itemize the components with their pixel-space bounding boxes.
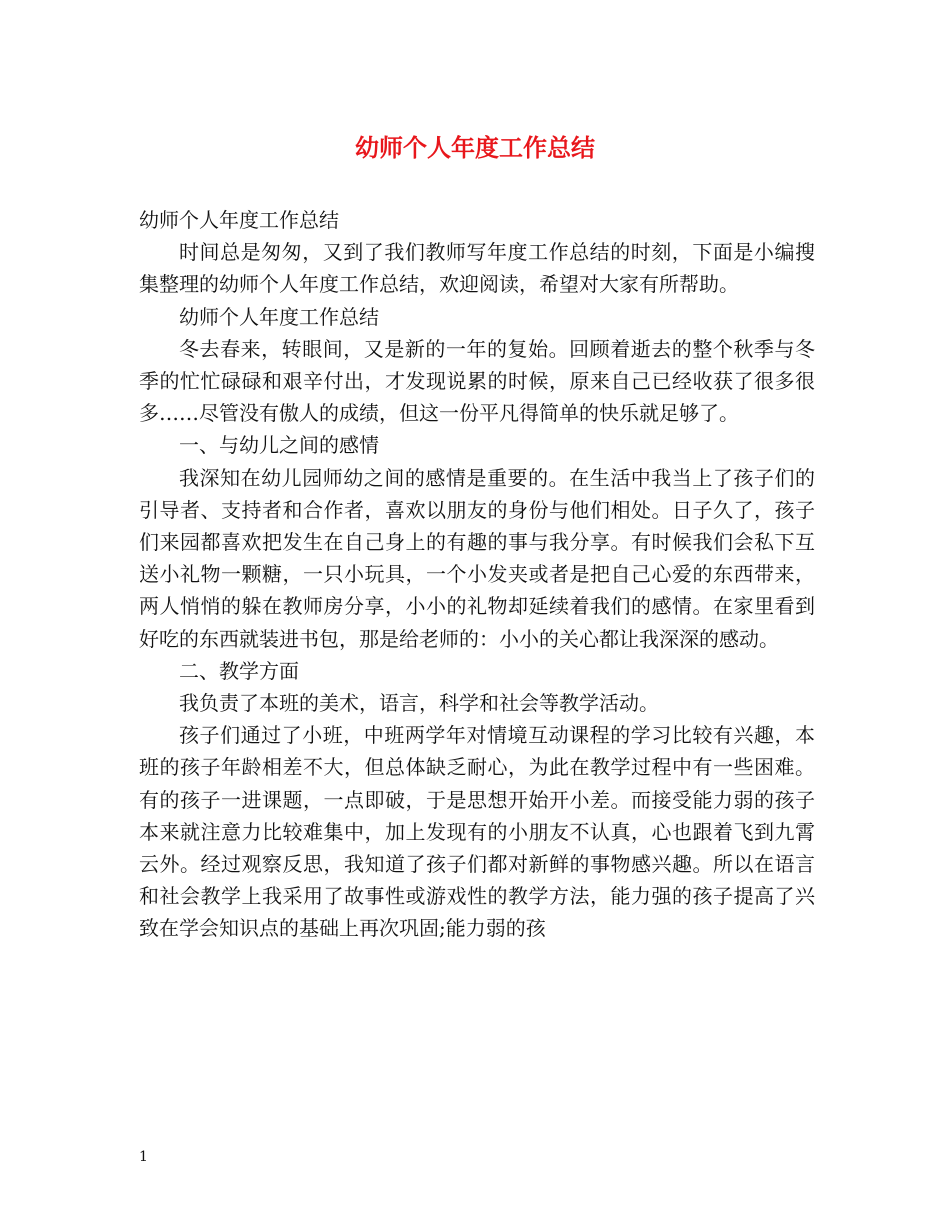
paragraph-intro: 时间总是匆匆，又到了我们教师写年度工作总结的时刻，下面是小编搜集整理的幼师个人年度工作总结，欢迎阅读，希望对大家有所帮助。 [139, 240, 815, 297]
document-title: 幼师个人年度工作总结 [355, 133, 595, 162]
page-number: 1 [139, 1149, 148, 1165]
paragraph-heading: 幼师个人年度工作总结 [139, 208, 339, 232]
section-heading-teaching: 二、教学方面 [179, 658, 299, 683]
document-body [139, 204, 815, 945]
paragraph-relationship: 我深知在幼儿园师幼之间的感情是重要的。在生活中我当上了孩子们的引导者、支持者和合作者，喜欢以朋友的身份与他们相处。日子久了，孩子们来园都喜欢把发生在自己身上的有趣的事与我分享。有时候我们会私下互送小礼物一颗糖，一只小玩具，一个小发夹或者是把自己心爱的东西带来，两人悄悄的躲在教师房分享，小小的礼物却延续着我们的感情。在家里看到好吃的东西就装进书包，那是给老师的：小小的关心都让我深深的感动。 [139, 465, 815, 651]
paragraph-opening: 冬去春来，转眼间，又是新的一年的复始。回顾着逝去的整个秋季与冬季的忙忙碌碌和艰辛付出，才发现说累的时候，原来自己已经收获了很多很多……尽管没有傲人的成绩，但这一份平凡得简单的快乐就足够了。 [139, 336, 815, 426]
paragraph-teaching-duties: 我负责了本班的美术，语言，科学和社会等教学活动。 [179, 691, 659, 716]
section-heading-relationship: 一、与幼儿之间的感情 [179, 433, 379, 458]
paragraph-subheading: 幼师个人年度工作总结 [179, 304, 379, 329]
paragraph-teaching-methods: 孩子们通过了小班，中班两学年对情境互动课程的学习比较有兴趣，本班的孩子年龄相差不大，但总体缺乏耐心，为此在教学过程中有一些困难。有的孩子一进课题，一点即破，于是思想开始开小差。而接受能力弱的孩子本来就注意力比较难集中，加上发现有的小朋友不认真，心也跟着飞到九霄云外。经过观察反思，我知道了孩子们都对新鲜的事物感兴趣。所以在语言和社会教学上我采用了故事性或游戏性的教学方法，能力强的孩子提高了兴致在学会知识点的基础上再次巩固;能力弱的孩 [139, 723, 815, 941]
